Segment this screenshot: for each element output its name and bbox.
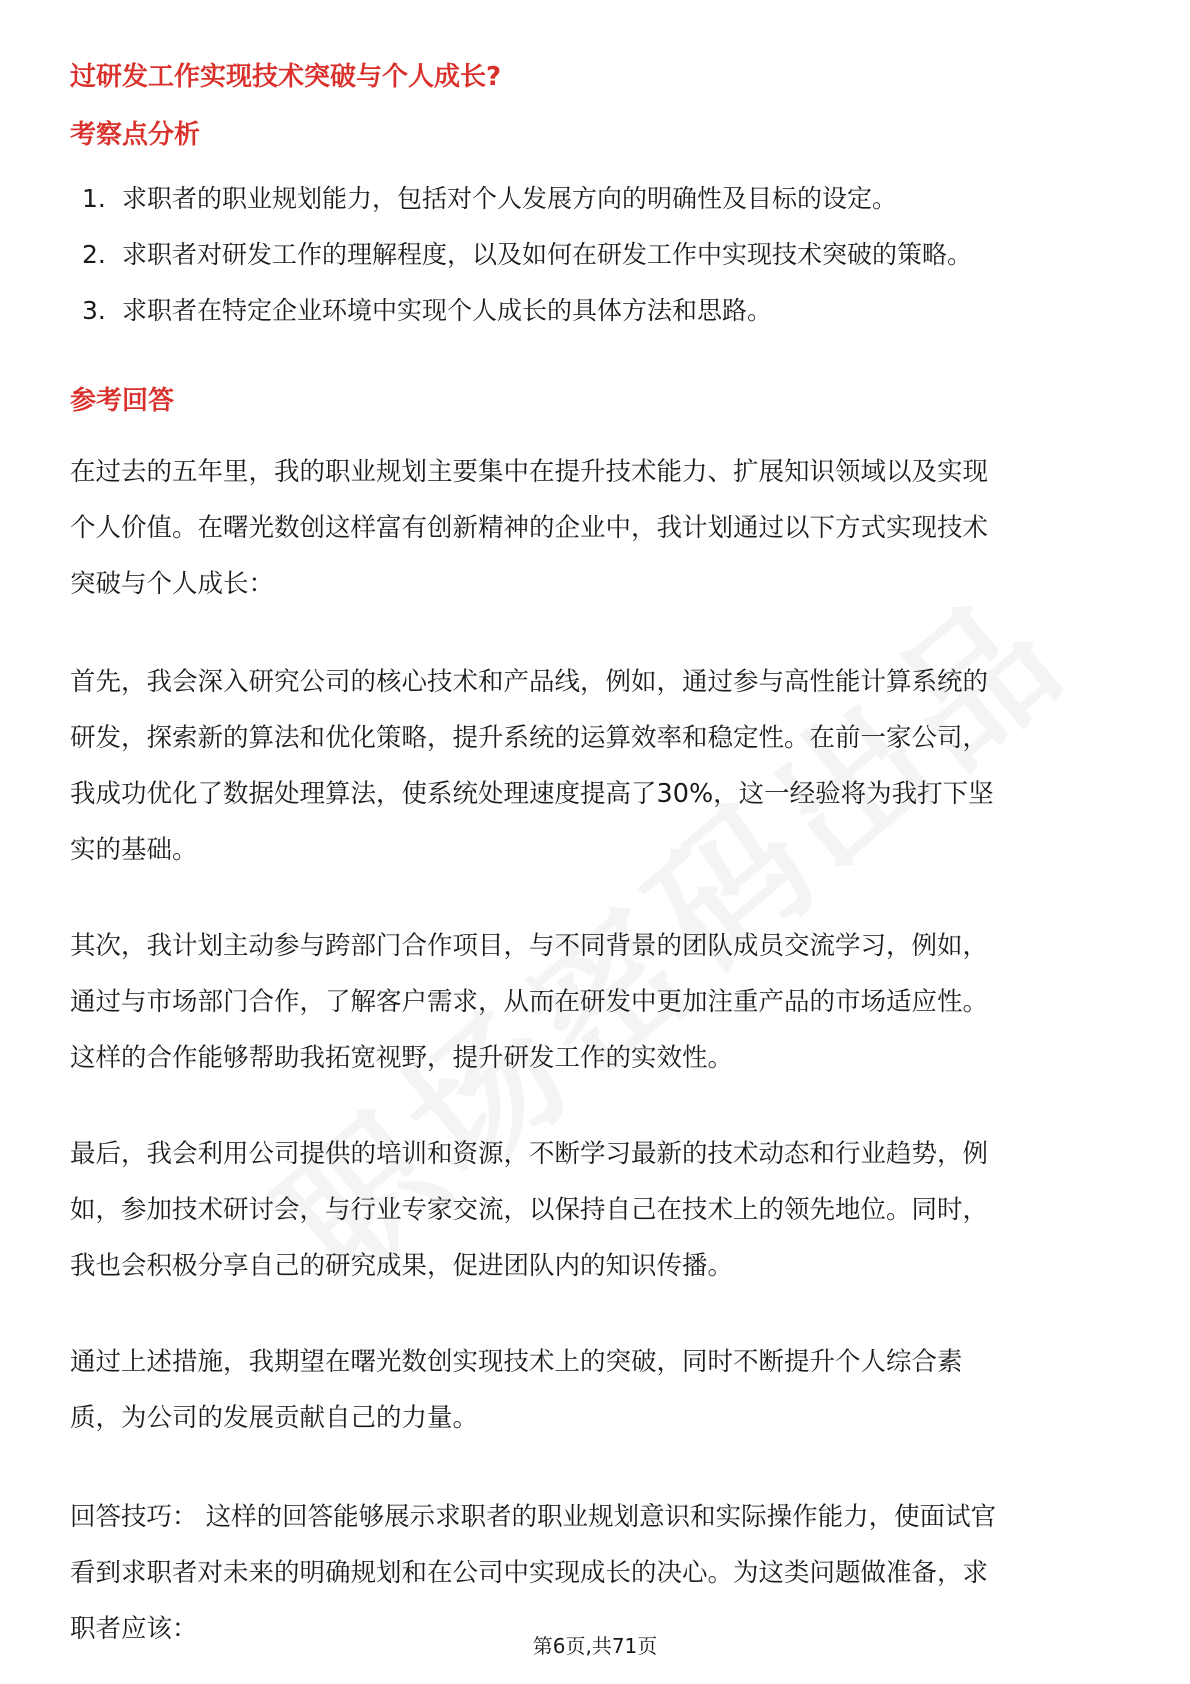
analysis-heading: 考察点分析 (70, 120, 201, 150)
answer-paragraph-second (70, 918, 1120, 1086)
paragraph-line: 突破与个人成长： (70, 569, 275, 599)
list-item-text: 求职者对研发工作的理解程度，以及如何在研发工作中实现技术突破的策略。 (122, 240, 973, 269)
list-item-text: 求职者的职业规划能力，包括对个人发展方向的明确性及目标的设定。 (122, 184, 898, 213)
question-title: 过研发工作实现技术突破与个人成长? (70, 62, 502, 92)
paragraph-line: 职者应该： (70, 1614, 198, 1644)
paragraph-line: 质，为公司的发展贡献自己的力量。 (70, 1403, 479, 1433)
list-item-number: 1. (82, 184, 106, 213)
paragraph-line: 在过去的五年里，我的职业规划主要集中在提升技术能力、扩展知识领域以及实现 (70, 457, 989, 487)
list-item (82, 184, 1142, 240)
paragraph-line: 其次，我计划主动参与跨部门合作项目，与不同背景的团队成员交流学习，例如， (70, 931, 989, 961)
analysis-list (82, 184, 1142, 352)
list-item (82, 296, 1142, 352)
paragraph-line: 这样的合作能够帮助我拓宽视野，提升研发工作的实效性。 (70, 1043, 734, 1073)
paragraph-line: 我也会积极分享自己的研究成果，促进团队内的知识传播。 (70, 1251, 734, 1281)
paragraph-line: 个人价值。在曙光数创这样富有创新精神的企业中，我计划通过以下方式实现技术 (70, 513, 989, 543)
paragraph-line: 首先，我会深入研究公司的核心技术和产品线，例如，通过参与高性能计算系统的 (70, 667, 989, 697)
list-item-text: 求职者在特定企业环境中实现个人成长的具体方法和思路。 (122, 296, 773, 325)
list-item-number: 3. (82, 296, 106, 325)
paragraph-line: 通过上述措施，我期望在曙光数创实现技术上的突破，同时不断提升个人综合素 (70, 1347, 963, 1377)
answer-paragraph-first (70, 654, 1120, 878)
paragraph-line: 看到求职者对未来的明确规划和在公司中实现成长的决心。为这类问题做准备，求 (70, 1558, 989, 1588)
answer-heading: 参考回答 (70, 386, 175, 416)
list-item-number: 2. (82, 240, 106, 269)
paragraph-line: 通过与市场部门合作，了解客户需求，从而在研发中更加注重产品的市场适应性。 (70, 987, 989, 1017)
paragraph-line: 最后，我会利用公司提供的培训和资源，不断学习最新的技术动态和行业趋势，例 (70, 1139, 989, 1169)
paragraph-line: 我成功优化了数据处理算法，使系统处理速度提高了30%，这一经验将为我打下坚 (70, 779, 994, 809)
answer-tips-paragraph (70, 1489, 1120, 1657)
paragraph-line: 回答技巧： 这样的回答能够展示求职者的职业规划意识和实际操作能力，使面试官 (70, 1502, 997, 1532)
page-number-footer: 第6页,共71页 (532, 1634, 658, 1658)
answer-paragraph-last (70, 1126, 1120, 1294)
answer-paragraph-conclusion (70, 1334, 1120, 1446)
paragraph-line: 研发，探索新的算法和优化策略，提升系统的运算效率和稳定性。在前一家公司， (70, 723, 989, 753)
paragraph-line: 实的基础。 (70, 835, 198, 865)
paragraph-line: 如，参加技术研讨会，与行业专家交流，以保持自己在技术上的领先地位。同时， (70, 1195, 989, 1225)
answer-paragraph-intro (70, 444, 1120, 612)
list-item (82, 240, 1142, 296)
